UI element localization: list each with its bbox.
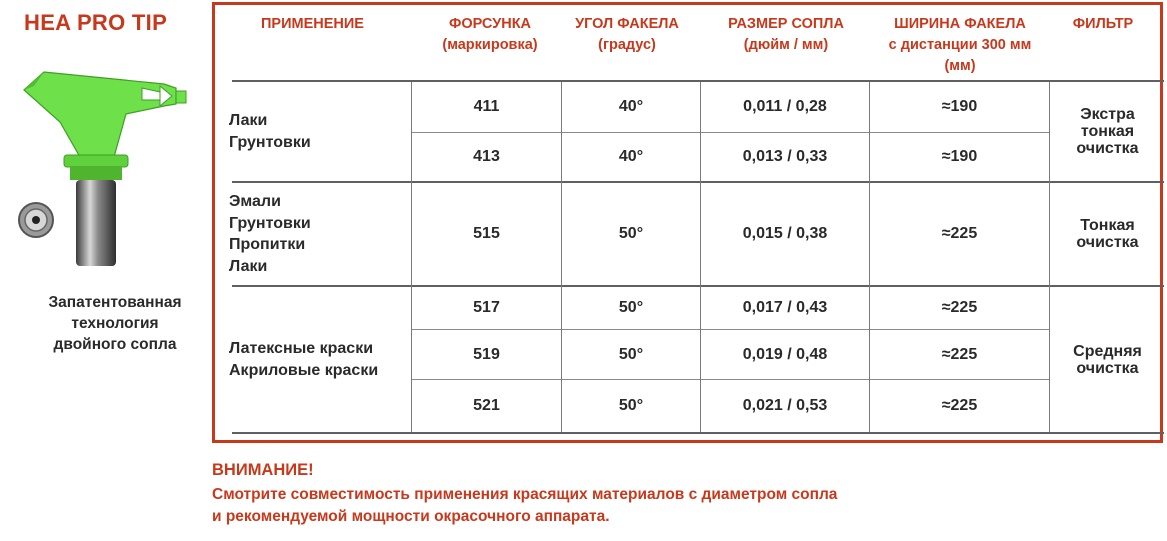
filter-cell: Средняя очистка [1073,342,1142,377]
angle-cell: 50° [618,345,644,363]
angle-cell: 50° [618,299,644,316]
header-width: ШИРИНА ФАКЕЛА с дистанции 300 мм (мм) [888,16,1032,74]
header-nozzle: ФОРСУНКА (маркировка) [442,16,538,53]
col-divider [1049,82,1050,432]
header-application: ПРИМЕНЕНИЕ [261,16,364,32]
nozzle-table [212,2,1163,443]
size-cell: 0,021 / 0,53 [742,397,828,414]
nozzle-cell: 519 [473,345,500,363]
size-cell: 0,013 / 0,33 [742,148,828,165]
angle-cell: 50° [618,225,644,242]
side-caption [20,292,210,355]
side-caption-line: Запатентованная [48,294,182,311]
warning-line: и рекомендуемой мощности окрасочного аппарата. [212,508,610,525]
width-cell: ≈225 [941,397,978,414]
size-cell: 0,011 / 0,28 [743,98,827,115]
header-size: РАЗМЕР СОПЛА (дюйм / мм) [728,16,844,53]
nozzle-cell: 517 [473,299,500,316]
application-cell: Лаки Грунтовки [229,112,311,151]
header-angle: УГОЛ ФАКЕЛА (градус) [575,16,679,53]
filter-cell: Тонкая очистка [1076,217,1139,251]
side-caption-line: двойного сопла [53,336,177,353]
size-cell: 0,019 / 0,48 [742,345,828,363]
warning-line: Смотрите совместимость применения красящих материалов с диаметром сопла [212,486,838,503]
size-cell: 0,015 / 0,38 [742,225,828,242]
width-cell: ≈190 [941,98,978,115]
brand-title: HEA PRO TIP [24,10,168,35]
rule-bottom [232,432,1164,434]
nozzle-cell: 413 [473,148,500,165]
angle-cell: 40° [618,148,644,165]
size-cell: 0,017 / 0,43 [742,299,828,316]
nozzle-cell: 411 [473,98,500,115]
angle-cell: 50° [618,397,644,414]
warning-block [212,461,837,528]
nozzle-cell: 521 [473,397,500,414]
header-filter: ФИЛЬТР [1072,16,1134,32]
warning-title: ВНИМАНИЕ! [212,461,314,479]
side-caption-line: технология [71,315,159,332]
width-cell: ≈225 [941,225,978,242]
width-cell: ≈225 [941,299,978,316]
width-cell: ≈190 [941,148,978,165]
nozzle-cell: 515 [473,225,500,242]
application-cell: Эмали Грунтовки Пропитки Лаки [229,193,311,275]
filter-cell: Экстра тонкая очистка [1076,106,1139,157]
gasket-ring-icon [19,203,53,237]
spray-tip-icon [14,62,194,277]
width-cell: ≈225 [941,345,978,363]
application-cell: Латексные краски Акриловые краски [229,340,379,379]
angle-cell: 40° [618,98,644,115]
